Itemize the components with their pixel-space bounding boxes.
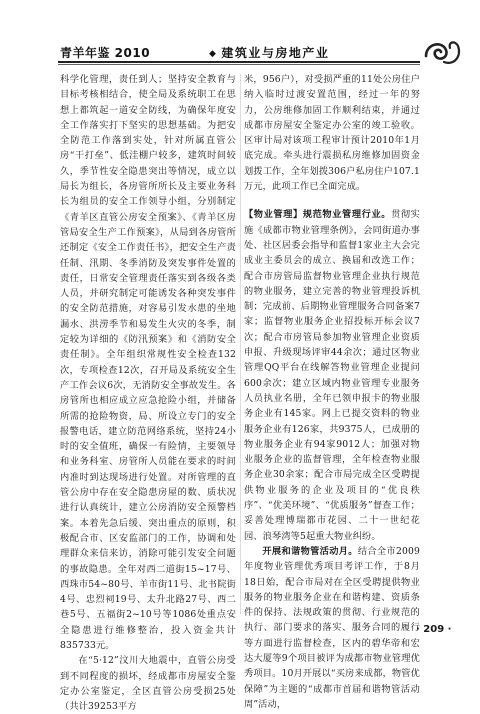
property-management-text: 贯彻实施《成都市物业管理条例》，会同街道办事处、社区居委会指导和监督1家业主大会完成业主委员会的成立、换届和改选工作；配合市房管局监督物业管理企业执行规范的物业服务，建立完善的物业管理投诉机制；完成前、后期物业管理服务合同备案7家；监督物业服务企业招投标开标会议7次；配合市房管局参加物业管理企业资质申报、升级现场评审44余次；通过区物业管理QQ平台在线解答物业管理企业提问600余次；建立区域内物业管理专业服务人员执业名册，全年已领申报卡的物业服务企业有145家。网上已提交资料的物业服务企业有126家，共9375人，已成册的物业服务企业有94家9012人；加强对物业服务企业的监督管理，全年检查物业服务企业30余家；配合市局完成全区受聘提供物业服务的企业及项目的“优良秩序”、“优美环境”、“优质服务”督查工作；妥善处理博瑞都市花园、二十一世纪花园、浪琴湾等5起重大物业纠纷。: [244, 209, 421, 542]
swirl-logo-icon: [420, 36, 464, 70]
right-paragraph-1: 米，956户），对受损严重的11处公房住户纳入临时过渡安置范围，经过一年的努力，公房维修加固工作顺利结束，并通过成都市房屋安全鉴定办公室的竣工验收。区审计局对该项工程审计预计2010年1月底完成。牵头进行震损私房维修加固资金划拨工作，全年划拨306户私房住户107.1万元，此项工作已全面完成。: [244, 74, 420, 193]
diamond-icon: ◆: [209, 49, 218, 59]
left-column: [60, 72, 236, 713]
header-rule-thin: [58, 64, 420, 65]
section-tag: 【物业管理】: [244, 209, 303, 221]
header-rule: [58, 61, 420, 63]
harmony-activity-title: 开展和谐物管活动月。: [262, 545, 358, 557]
right-column: [244, 72, 421, 710]
subsection-title: 规范物业管理行业。: [302, 209, 392, 221]
harmony-activity-paragraph: [244, 544, 420, 712]
section-title-wrap: [205, 44, 329, 61]
yearbook-title: 青羊年鉴 2010: [60, 46, 151, 60]
harmony-activity-text: 结合全市2009年度物业管理优秀项目考评工作，于8月18日始，配合市局对在全区受聘提供物业服务的物业服务企业在和谐构建、资质条件的保持、法规政策的贯彻、行业规范的执行、部门要求的落实、服务合同的履行等方面进行监督检查，区内的碧华帝和宏达大厦等9个项目被评为成都市物业管理优秀项目。10月开展以“买房来成都，物管优保障”为主题的“成都市首届和谐物管活动周”活动，: [244, 545, 421, 710]
page-number: · 209 ·: [416, 624, 452, 635]
page-header: [0, 0, 480, 72]
left-paragraph-2: 在“5·12”汶川大地震中，直管公房受到不同程度的损坏，经成都市房屋安全鉴定办公室鉴定，全区直管公房受损25处（共计39253平方: [60, 655, 236, 713]
left-paragraph-1: 科学化管理，责任到人；坚持安全教育与目标考核相结合，使全局及系统职工在思想上都筑起一道安全防线，为确保年度安全工作落实打下坚实的思想基础。为把安全防范工作落到实处，针对所属直管公房“干打垒”、低洼棚户较多，建筑时间较久，季节性安全隐患突出等情况，成立以局长为组长，各房管所所长及主要业务科长为组员的安全工作领导小组，分别制定《青羊区直管公房安全预案》、《青羊区房管局安全生产工作预案》，从局到各房管所还制定《安全工作责任书》，把安全生产责任制、汛期、冬季消防及突发事件处置的责任，日常安全管理责任落实到各级各类人员，并研究制定可能诱发各种突发事件的安全防范措施，对容易引发水患的坐地漏水、洪涝季节和易发生火灾的冬季，制定较为详细的《防汛预案》和《消防安全责任制》。全年组织常规性安全检查132次，专项检查12次，召开局及系统安全生产工作会议6次，无消防安全事故发生。各房管所也相应成立应急抢险小组，并储备所需的抢险物资，局、所设立专门的安全报警电话，建立防范网络系统，坚持24小时的安全值班，确保一有险情，主要领导和业务科室、房管所人员能在要求的时间内准时到达现场进行处置。对所管理的直管公房中存在安全隐患房屋的数、质状况进行认真统计，建立公房消防安全预警档案。本着先急后缓、突出重点的原则，积极配合市、区安监部门的工作，协调和处理群众来信来访，消除可能引发安全问题的事故隐患。全年对西二道街15~17号、西珠市54~80号、羊市街11号、北书院街4号、忠烈祠19号、太升北路27号、西二巷5号、五福街2~10号等1086处重点安全隐患进行维修整治，投入资金共计835733元。: [60, 74, 236, 651]
section-title: 建筑业与房地产业: [221, 46, 330, 60]
property-management-paragraph: [244, 207, 420, 544]
column-divider: [240, 74, 241, 614]
